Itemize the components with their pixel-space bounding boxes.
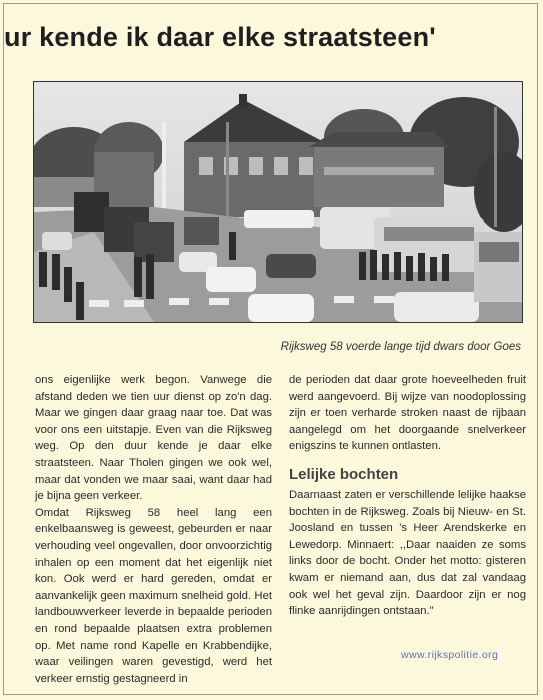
article-column-right bbox=[289, 372, 526, 620]
section-subheading: Lelijke bochten bbox=[289, 465, 399, 483]
paragraph: Daarnaast zaten er verschillende lelijke haakse bochten in de Rijksweg. Zoals bij Nieuw- en St. Joosland en tussen 's Heer Arendskerke en Lewedorp. Minnaert: ,,Daar naaiden ze soms links door de bocht. Onder het motto: gisteren kwam er niemand aan, dus dat zal vandaag ook wel het geval zijn. Daardoor zijn er nog flinke aanrijdingen ontstaan." bbox=[289, 488, 526, 618]
photo-caption: Rijksweg 58 voerde lange tijd dwars door Goes bbox=[280, 341, 521, 353]
paragraph: Omdat Rijksweg 58 heel lang een enkelbaansweg is geweest, gebeurden er naar verhouding veel ongevallen, door onvoorzichtig inhalen op een moment dat het eigenlijk niet kon. Ook werd er hard gereden, omdat er aanvankelijk geen maximum snelheid gold. Het landbouwverkeer leverde in bepaalde perioden en rond bepaalde plaatsen extra problemen op. Met name rond Kapelle en Krabbendijke, waar veilingen waren gevestigd, werd het verkeer ernstig gestagneerd in bbox=[35, 506, 272, 685]
paragraph: ons eigenlijke werk begon. Vanwege die afstand deden we tien uur dienst op zo'n dag. Maar we gingen daar graag naar toe. Dat was voor ons een uitstapje. Even van die Rijksweg weg. Op den duur kende je daar elke straatsteen. Naar Tholen gingen we ook wel, maar dat vonden we maar saai, want daar had je bijna geen verkeer. bbox=[35, 374, 272, 503]
article-column-left bbox=[35, 372, 272, 687]
street-photo bbox=[33, 81, 523, 323]
paragraph: de perioden dat daar grote hoeveelheden fruit werd aangevoerd. Bij wijze van noodoplossing zijn er toen verharde stroken naast de rijbaan aangelegd om het doorgaande snelverkeer enigszins te kunnen ontlasten. bbox=[289, 374, 526, 453]
article-headline: ur kende ik daar elke straatsteen' bbox=[4, 22, 436, 52]
source-watermark: www.rijkspolitie.org bbox=[401, 649, 499, 661]
